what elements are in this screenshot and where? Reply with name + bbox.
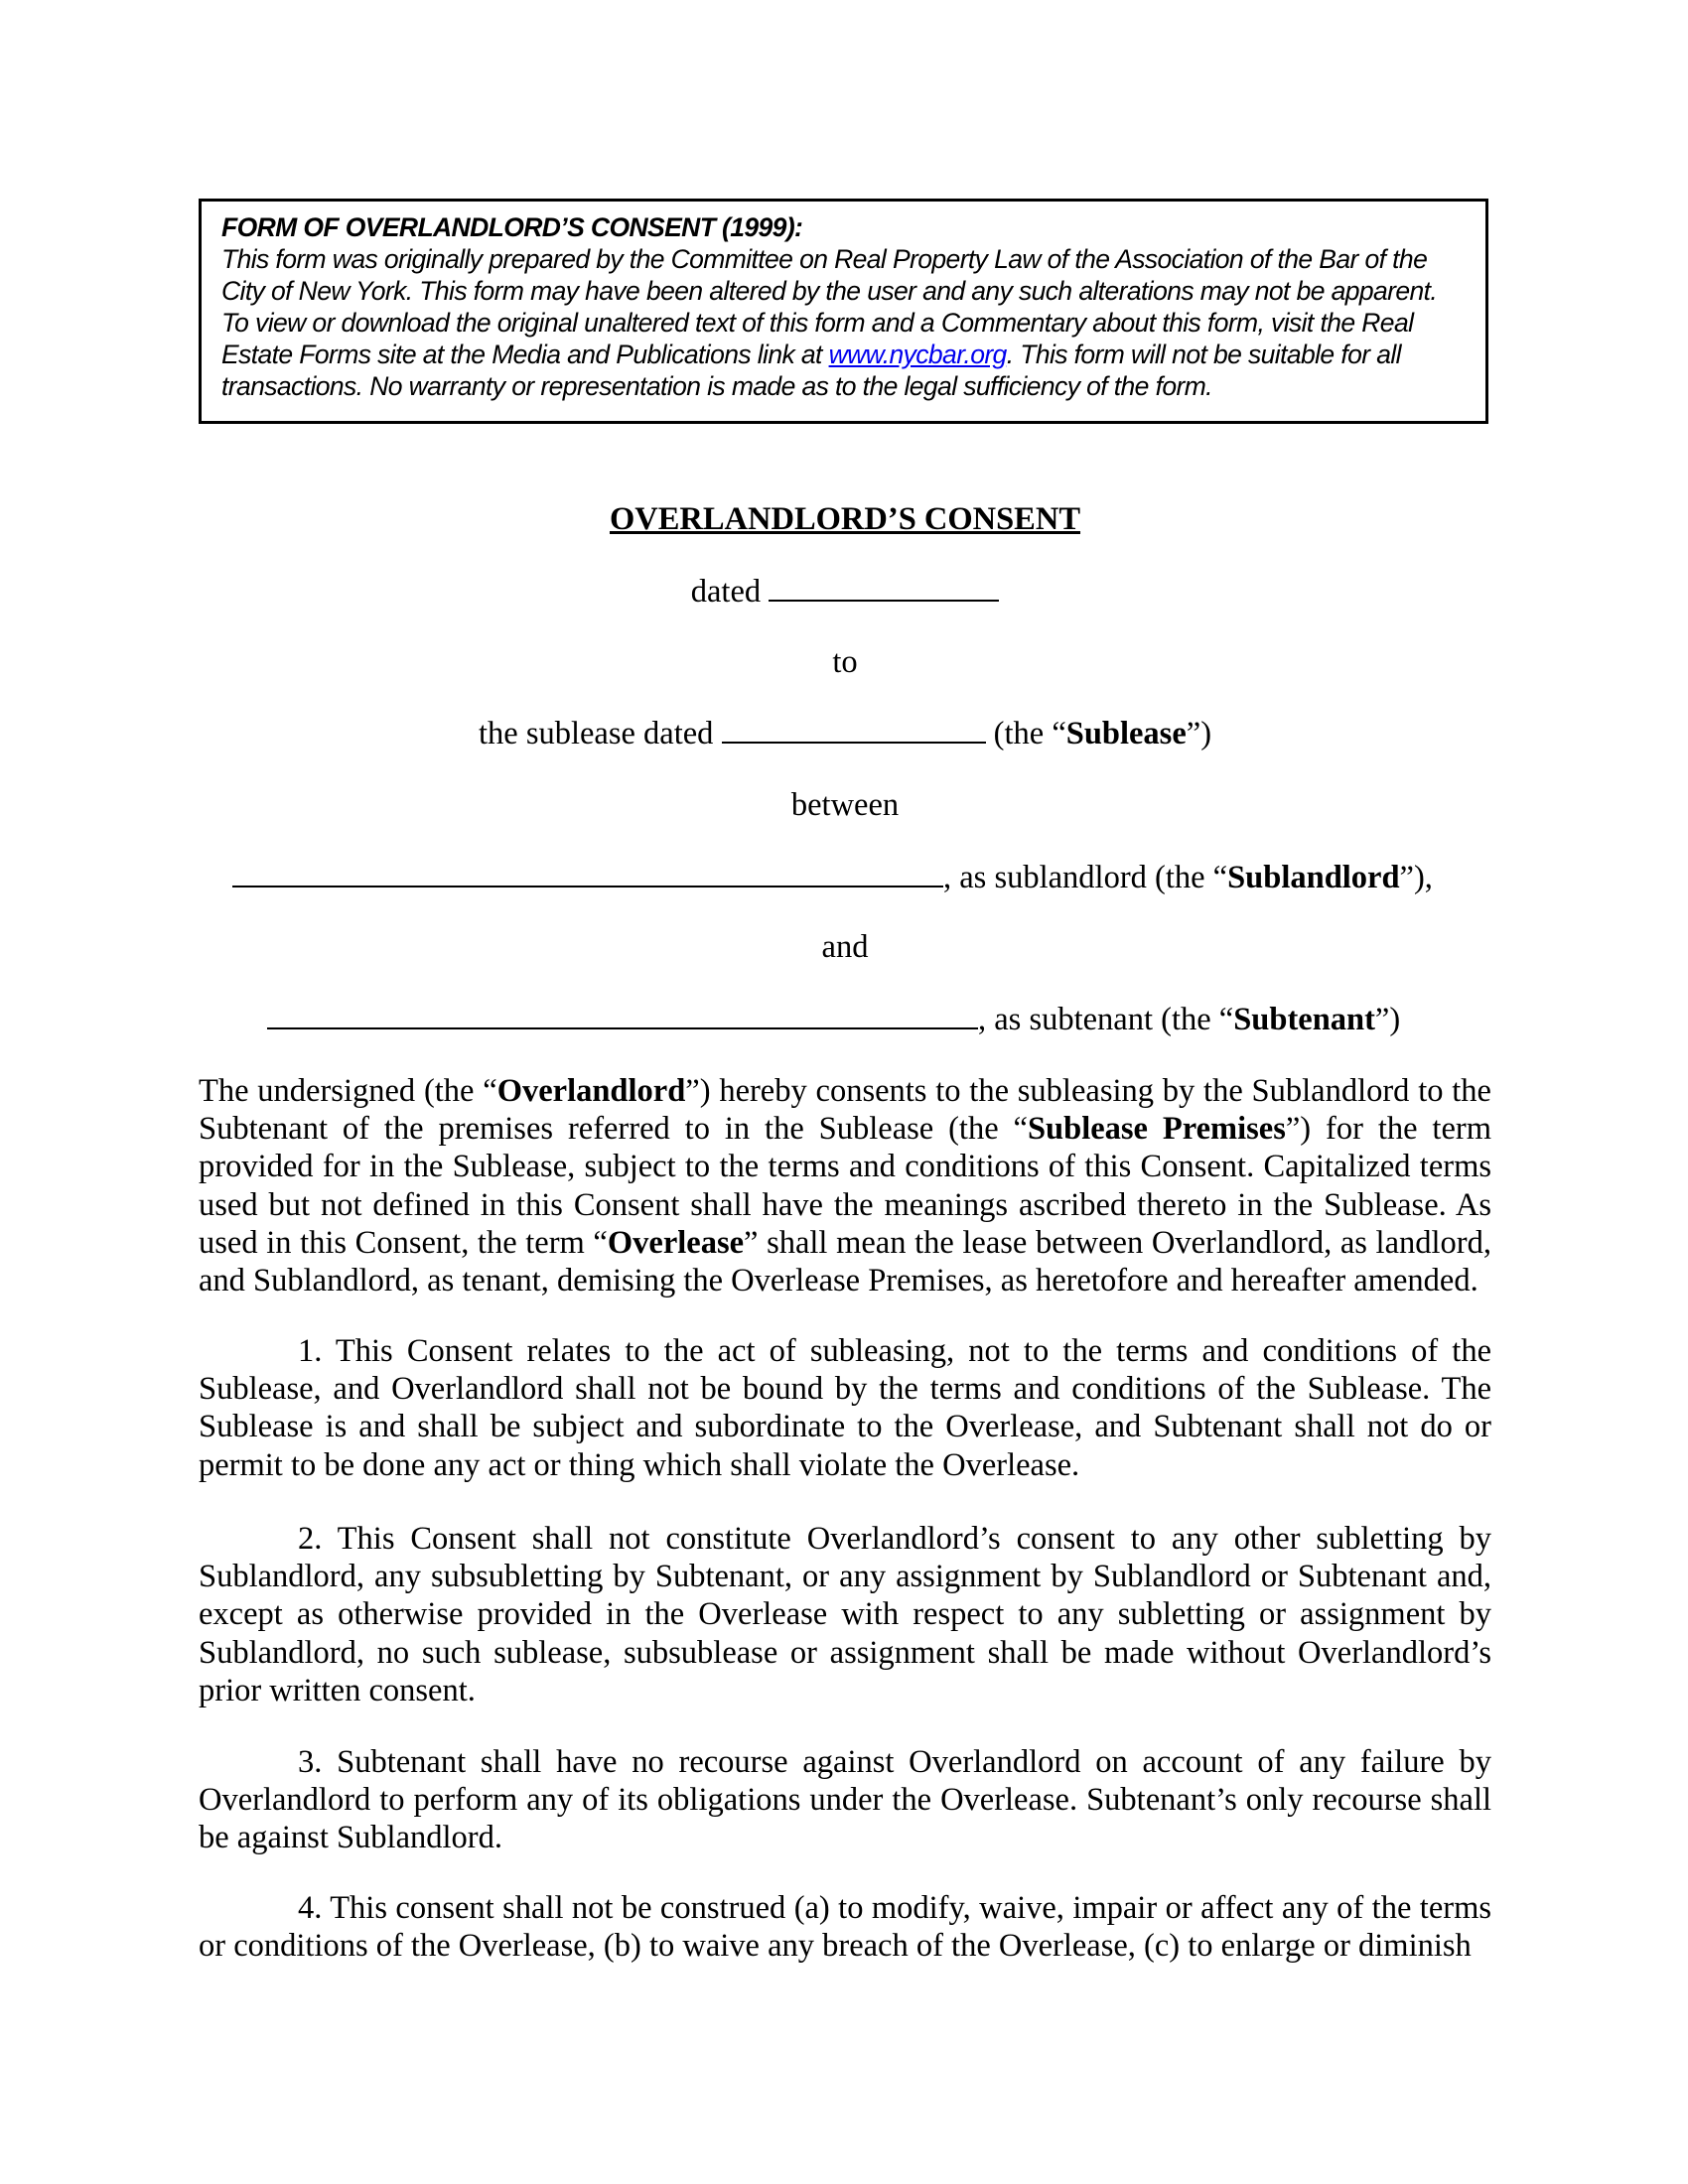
intro-text: ”) hereby consents to the subleasing by the Sublandlord to the Subtenant of the premises referred to in the Sublease (the “	[199, 1073, 1491, 1148]
between-label: between	[790, 787, 900, 823]
and-label: and	[821, 929, 869, 965]
section-1: 1. This Consent relates to the act of subleasing, not to the terms and conditions of the Sublease, and Overlandlord shall not be bound by the terms and conditions of the Sublease. The Sublease is and shall be subject and subordinate to the Overlease, and Subtenant shall not do or permit to be done any act or thing which shall violate the Overlease.	[199, 1333, 1491, 1483]
subtenant-name-blank[interactable]	[267, 1002, 978, 1029]
nycbar-link[interactable]: www.nycbar.org	[828, 340, 1007, 369]
sublandlord-suffix: ”),	[1399, 860, 1433, 895]
dated-label: dated	[690, 574, 762, 610]
defined-term: Overlease	[607, 1224, 745, 1261]
sublease-date-blank[interactable]	[722, 716, 986, 744]
sublease-line	[199, 715, 1491, 752]
dated-blank[interactable]	[769, 574, 999, 602]
sublease-paren: (the “	[993, 716, 1066, 751]
sublandlord-prefix: , as sublandlord (the “	[943, 860, 1228, 895]
intro-text: ”) for the term provided for in the Sublease, subject to the terms and conditions of this Consent. Capitalized terms used but not defined in this Consent shall have the meanings ascribed thereto in the Sublease. As used in this Consent, the term “	[199, 1111, 1491, 1261]
notice-text	[221, 243, 1466, 402]
section-3: 3. Subtenant shall have no recourse against Overlandlord on account of any failure by Overlandlord to perform any of its obligations under the Overlease. Subtenant’s only recourse shall be against Sublandlord.	[199, 1744, 1491, 1856]
sublease-paren: ”)	[1186, 716, 1212, 751]
subtenant-suffix: ”)	[1374, 1002, 1401, 1037]
sublandlord-name-blank[interactable]	[232, 860, 943, 887]
sublandlord-term: Sublandlord	[1227, 860, 1400, 895]
form-notice-box	[199, 199, 1488, 424]
defined-term: Sublease Premises	[1027, 1111, 1286, 1148]
intro-text: ” shall mean the lease between Overlandlord, as landlord, and Sublandlord, as tenant, demising the Overlease Premises, as heretofore and hereafter amended.	[199, 1224, 1491, 1299]
subtenant-prefix: , as subtenant (the “	[978, 1002, 1234, 1037]
subtenant-term: Subtenant	[1233, 1002, 1375, 1037]
dated-line	[199, 573, 1491, 611]
to-label: to	[832, 644, 858, 680]
intro-paragraph	[199, 1072, 1491, 1299]
notice-text-part: . This form will not be suitable for all transactions. No warranty or representation is made as to the legal sufficiency of the form.	[221, 340, 1401, 401]
section-2: 2. This Consent shall not constitute Overlandlord’s consent to any other subletting by Sublandlord, any subsubletting by Subtenant, or any assignment by Sublandlord or Subtenant and, except as otherwise provided in the Overlease with respect to any subletting or assignment by Sublandlord, no such sublease, subsublease or assignment shall be made without Overlandlord’s prior written consent.	[199, 1521, 1491, 1708]
subtenant-line	[267, 1001, 1400, 1038]
sublease-prefix: the sublease dated	[478, 716, 714, 751]
intro-text: The undersigned (the “	[199, 1073, 497, 1109]
sublease-term: Sublease	[1065, 716, 1187, 751]
document-title: OVERLANDLORD’S CONSENT	[609, 501, 1081, 537]
section-4: 4. This consent shall not be construed (a) to modify, waive, impair or affect any of the terms or conditions of the Overlease, (b) to waive any breach of the Overlease, (c) to enlarge or diminish	[199, 1890, 1491, 1965]
notice-text-part: This form was originally prepared by the Committee on Real Property Law of the Association of the Bar of the City of New York. This form may have been altered by the user and any such alterations may not be apparent. To view or download the original unaltered text of this form and a Commentary about this form, visit the Real Estate Forms site at the Media and Publications link at	[221, 244, 1438, 369]
defined-term: Overlandlord	[496, 1073, 686, 1109]
notice-heading: FORM OF OVERLANDLORD’S CONSENT (1999):	[221, 212, 803, 242]
sublandlord-line	[232, 859, 1433, 896]
